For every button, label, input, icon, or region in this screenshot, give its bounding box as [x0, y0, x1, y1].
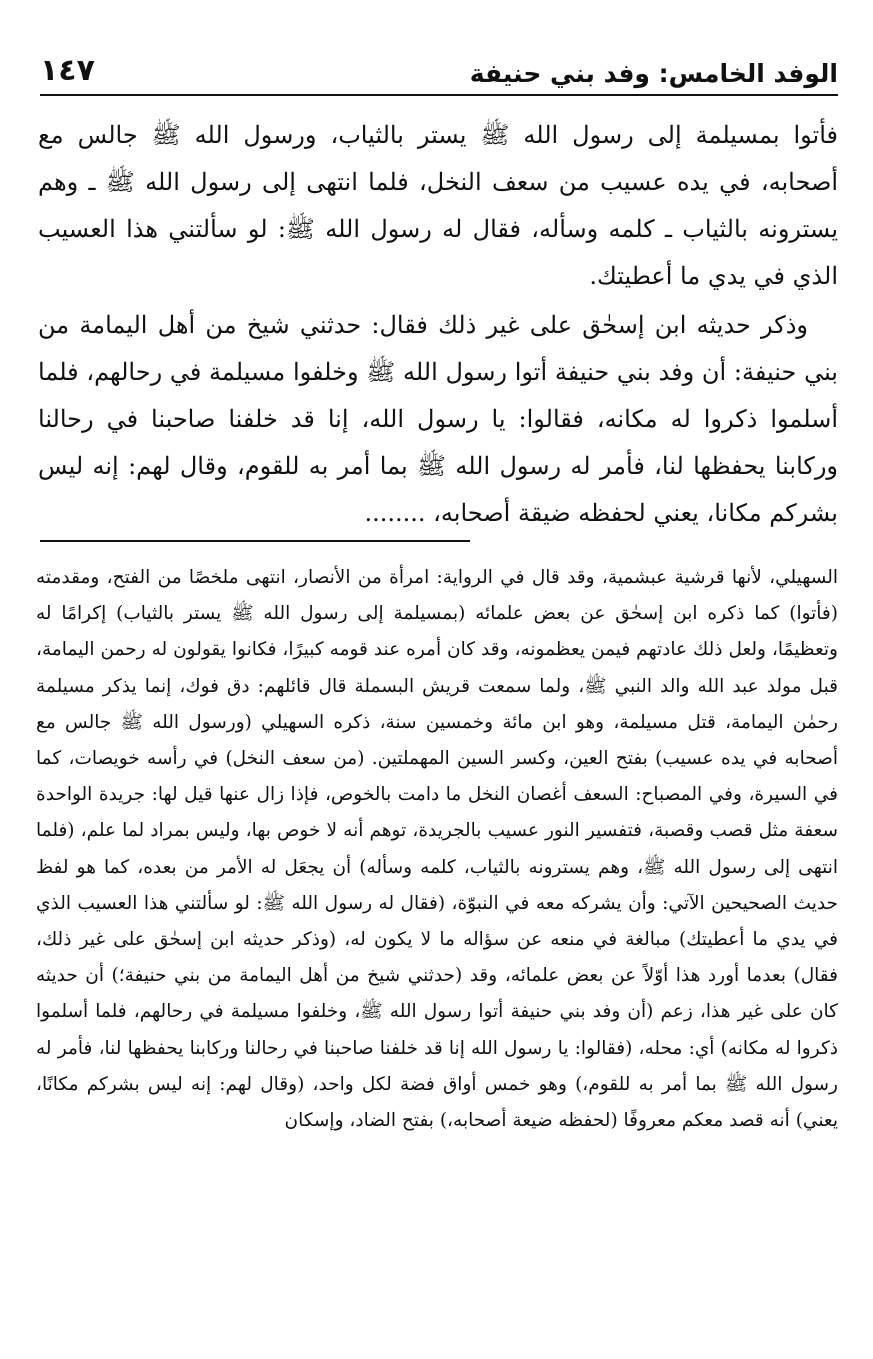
- running-title: الوفد الخامس: وفد بني حنيفة: [469, 59, 838, 88]
- main-paragraph-1: فأتوا بمسيلمة إلى رسول الله ﷺ يستر بالثياب، ورسول الله ﷺ جالس مع أصحابه، في يده عسيب من سعف النخل، فلما انتهى إلى رسول الله ﷺ ـ وهم يسترونه بالثياب ـ كلمه وسأله، فقال له رسول الله ﷺ: لو سألتني هذا العسيب الذي في يدي ما أعطيتك.: [38, 121, 838, 290]
- footnote-separator: [40, 540, 470, 542]
- page-number: ١٤٧: [40, 53, 95, 88]
- page-header: [40, 40, 838, 96]
- main-text: [38, 112, 838, 537]
- footnote-commentary: [36, 560, 838, 1139]
- footnote-paragraph: السهيلي، لأنها قرشية عبشمية، وقد قال في الرواية: امرأة من الأنصار، انتهى ملخصًا من الفتح، ومقدمته (فأتوا) كما ذكره ابن إسحٰق عن بعض علمائه (بمسيلمة إلى رسول الله ﷺ يستر بالثياب) إكرامًا له وتعظيمًا، ولعل ذلك عادتهم فيمن يعظمونه، وقد كان أمره عند قومه كبيرًا، فكانوا يقولون له رحمن اليمامة، قبل مولد عبد الله والد النبي ﷺ، ولما سمعت قريش البسملة قال قائلهم: دق فوك، إنما يذكر مسيلمة رحمٰن اليمامة، قتل مسيلمة، وهو ابن مائة وخمسين سنة، ذكره السهيلي (ورسول الله ﷺ جالس مع أصحابه في يده عسيب) بفتح العين، وكسر السين المهملتين. (من سعف النخل) في رأسه خويصات، كما في السيرة، وفي المصباح: السعف أغصان النخل ما دامت بالخوص، فإذا زال عنها قيل لها: جريدة الواحدة سعفة مثل قصب وقصبة، فتفسير النور عسيب بالجريدة، توهم أنه لا خوص بها، وليس بمراد لما علم، (فلما انتهى إلى رسول الله ﷺ، وهم يسترونه بالثياب، كلمه وسأله) أن يجعَل له الأمر من بعده، كما هو لفظ حديث الصحيحين الآتي: وأن يشركه معه في النبوّة، (فقال له رسول الله ﷺ: لو سألتني هذا العسيب الذي في يدي ما أعطيتك) مبالغة في منعه عن سؤاله ما لا يكون له، (وذكر حديثه ابن إسحٰق على غير ذلك، فقال) بعدما أورد هذا أوّلاً عن بعض علمائه، وقد (حدثني شيخ من أهل اليمامة من بني حنيفة؛) أن حديثه كان على غير هذا، زعم (أن وفد بني حنيفة أتوا رسول الله ﷺ، وخلفوا مسيلمة في رحالهم، فلما أسلموا ذكروا له مكانه) أي: محله، (فقالوا: يا رسول الله إنا قد خلفنا صاحبنا في رحالنا وركابنا يحفظها لنا، فأمر له رسول الله ﷺ بما أمر به للقوم،) وهو خمس أواق فضة لكل واحد، (وقال لهم: إنه ليس بشركم مكانًا، يعني) أنه قصد معكم معروفًا (لحفظه ضيعة أصحابه،) بفتح الضاد، وإسكان: [36, 567, 838, 1132]
- main-paragraph-2: وذكر حديثه ابن إسحٰق على غير ذلك فقال: حدثني شيخ من أهل اليمامة من بني حنيفة: أن وفد بني حنيفة أتوا رسول الله ﷺ وخلفوا مسيلمة في رحالهم، فلما أسلموا ذكروا له مكانه، فقالوا: يا رسول الله، إنا قد خلفنا صاحبنا في رحالنا وركابنا يحفظها لنا، فأمر له رسول الله ﷺ بما أمر به للقوم، وقال لهم: إنه ليس بشركم مكانا، يعني لحفظه ضيقة أصحابه، ........: [38, 311, 838, 527]
